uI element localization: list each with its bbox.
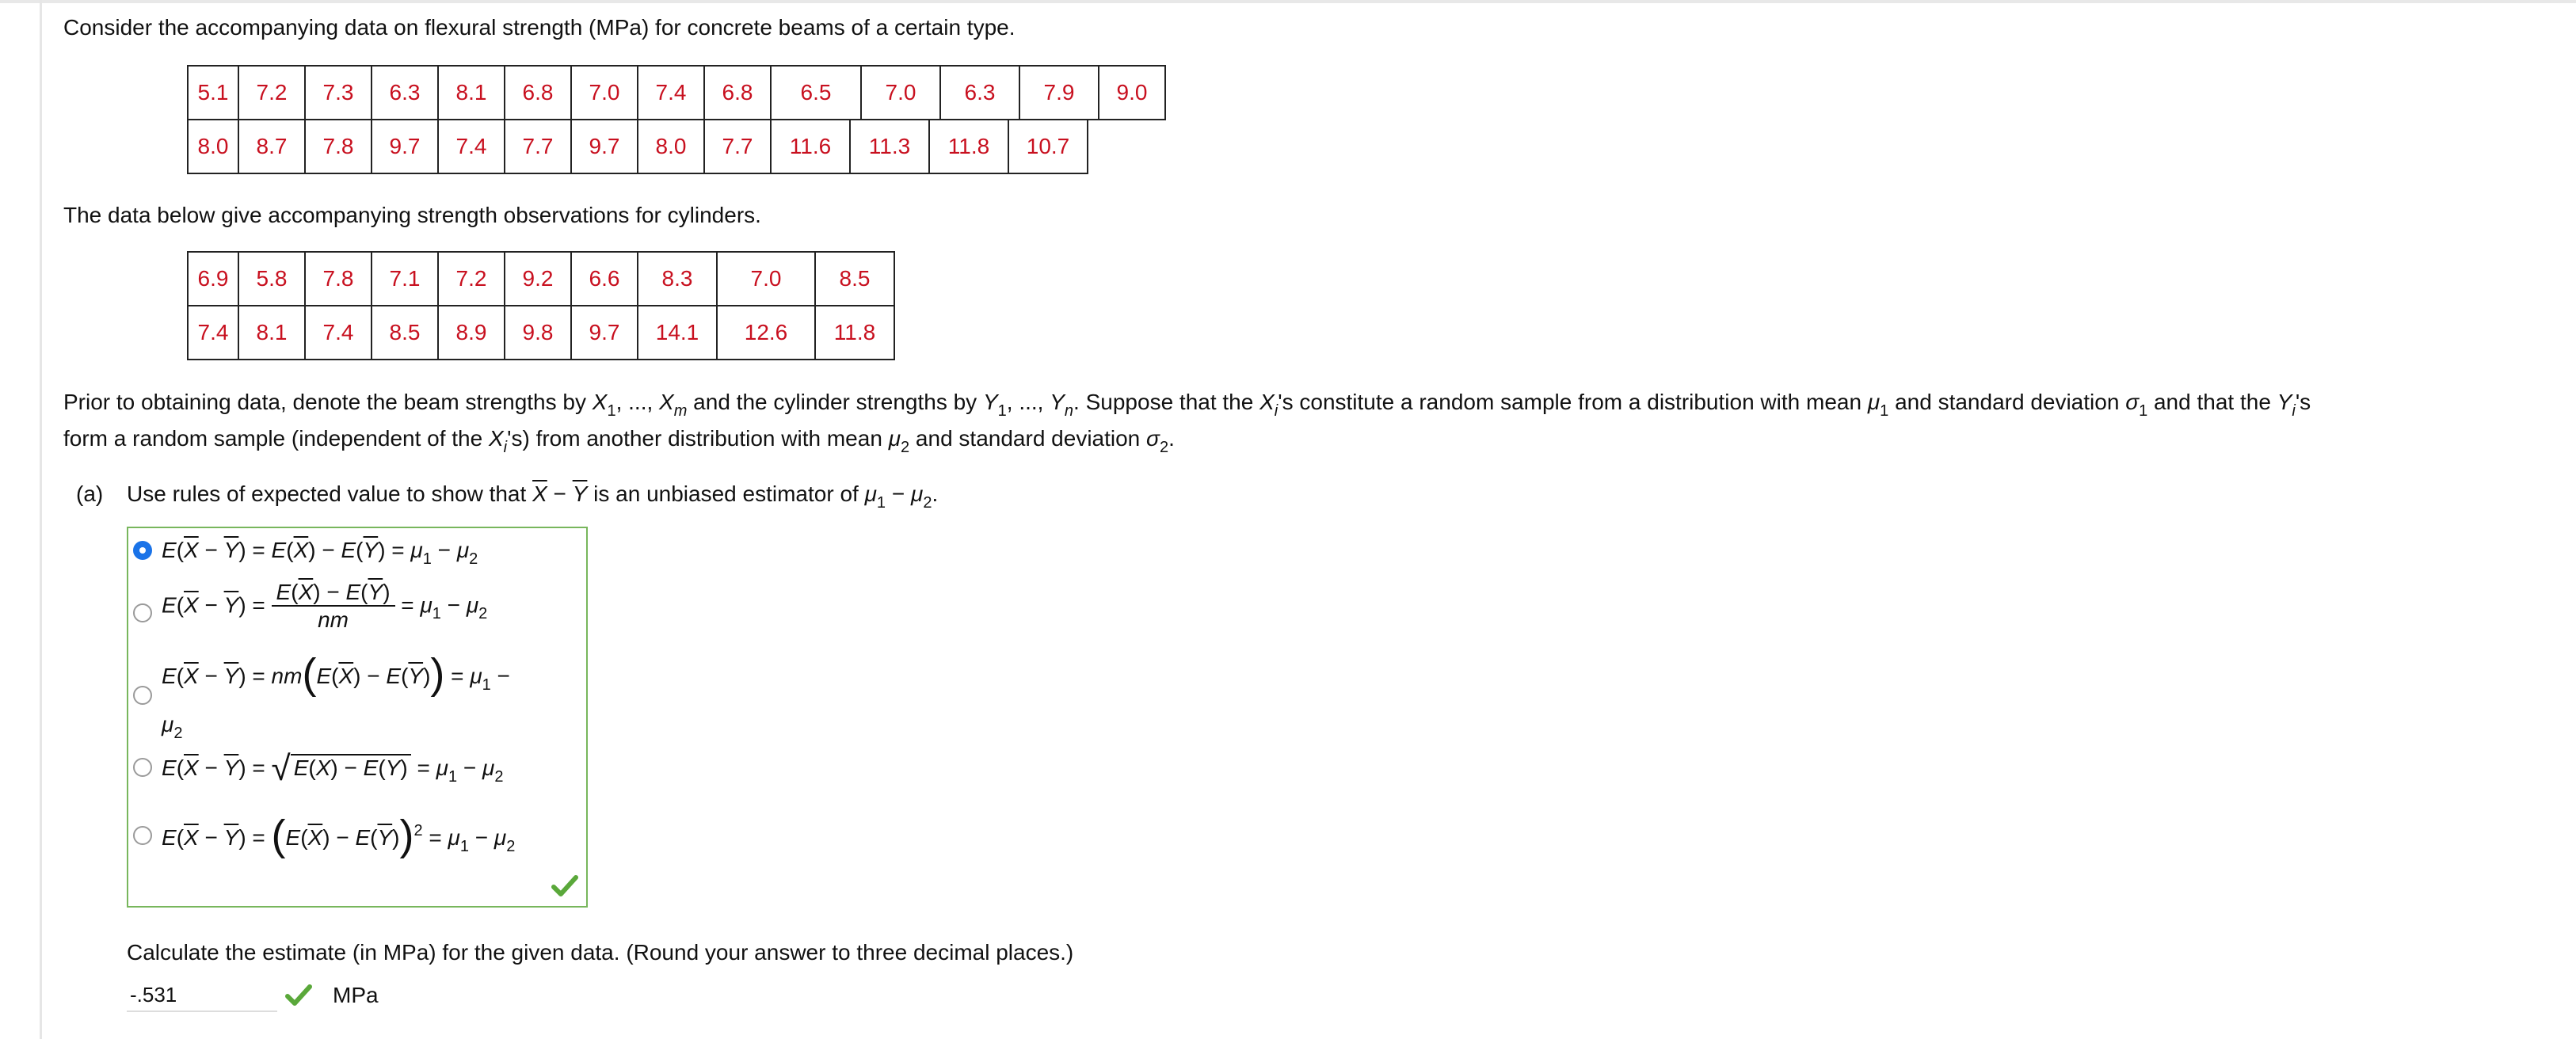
data-cell: 7.0 [717,252,815,306]
data-cell: 6.9 [188,252,238,306]
option-3-formula-line1[interactable]: $E(\overline{X} - \overline{Y}) = nm(E(\overline{X}) - E(\overline{Y})) = \mu_1$ − [162,650,510,698]
data-cell: 8.7 [238,120,305,173]
cylinder-data-row1 [187,251,895,306]
answer-unit: MPa [333,983,379,1007]
data-cell: 8.9 [438,306,505,360]
data-cell: 11.3 [850,120,929,173]
data-cell: 5.1 [188,66,238,120]
data-cell: 7.4 [305,306,372,360]
data-cell: 11.6 [771,120,850,173]
cylinder-data-row2 [187,305,895,360]
option-3-formula-line2[interactable]: $\mu_2$ [162,712,183,742]
data-cell: 7.8 [305,252,372,306]
data-cell: 14.1 [638,306,717,360]
data-cell: 8.5 [815,252,894,306]
data-cell: 11.8 [815,306,894,360]
left-border [40,0,42,1039]
data-cell: 7.0 [861,66,940,120]
data-cell: 7.4 [638,66,704,120]
data-cell: 8.1 [238,306,305,360]
data-cell: 6.8 [704,66,771,120]
data-cell: 7.7 [505,120,571,173]
option-4-formula[interactable]: $E(\overline{X} - \overline{Y})$ = √ $E(\overline{X}) - E(\overline{Y}) = \mu_1 - \mu_2$ [162,749,504,788]
data-cell: 6.5 [771,66,861,120]
data-cell: 6.8 [505,66,571,120]
option-1-radio[interactable] [133,541,152,560]
option-4-radio[interactable] [133,758,152,777]
option-2-formula[interactable]: $E(\overline{X} - \overline{Y})$ = $\frac{E(\overline{X}) - E(\overline{Y})}{nm}$ = $\mu_1 - \mu_2$ [162,580,488,632]
option-5-radio[interactable] [133,826,152,845]
data-cell: 6.3 [372,66,438,120]
data-cell: 11.8 [929,120,1008,173]
data-cell: 7.9 [1019,66,1099,120]
answer-input[interactable] [127,979,277,1012]
data-cell: 8.1 [438,66,505,120]
prior-paragraph-line1: Prior to obtaining data, denote the beam strengths by $X_1$, ..., $X_m$ and the cylinder strengths by $Y_1$, ..., $Y_n$. Suppose that the $X_i's$ constitute a random sample from a distribution with mean $\mu_1$ and standard deviation $\sigma_1$ and that the $Y_i's$ [63,390,2311,420]
cylinder-intro-text: The data below give accompanying strength observations for cylinders. [63,203,761,227]
data-cell: 10.7 [1008,120,1088,173]
intro-text: Consider the accompanying data on flexural strength (MPa) for concrete beams of a certain type. [63,15,1016,40]
data-cell: 8.5 [372,306,438,360]
check-icon [551,873,578,900]
data-cell: 7.2 [238,66,305,120]
data-cell: 5.8 [238,252,305,306]
data-cell: 7.4 [188,306,238,360]
data-cell: 6.3 [940,66,1019,120]
data-cell: 9.8 [505,306,571,360]
data-cell: 7.8 [305,120,372,173]
part-a-question: Use rules of expected value to show that $\overline{X} - \overline{Y}$ is an unbiased estimator of $\mu_1 - \mu_2$. [127,481,939,512]
calc-prompt: Calculate the estimate (in MPa) for the given data. (Round your answer to three decimal places.) [127,940,1074,965]
check-icon [285,982,312,1009]
data-cell: 8.0 [188,120,238,173]
data-cell: 9.2 [505,252,571,306]
beam-data-row1 [187,65,1166,120]
top-border [0,0,2576,3]
option-2-radio[interactable] [133,603,152,622]
data-cell: 7.2 [438,252,505,306]
data-cell: 7.1 [372,252,438,306]
data-cell: 7.3 [305,66,372,120]
beam-data-row2 [187,119,1088,174]
data-cell: 7.7 [704,120,771,173]
data-cell: 9.0 [1099,66,1165,120]
data-cell: 12.6 [717,306,815,360]
option-1-formula[interactable]: $E(\overline{X} - \overline{Y}) = E(\overline{X}) - E(\overline{Y}) = \mu_1 - \mu_2$ [162,538,478,568]
data-cell: 7.4 [438,120,505,173]
prior-paragraph-line2: form a random sample (independent of the $X_i's$) from another distribution with mean $\mu_2$ and standard deviation $\sigma_2$. [63,426,1175,456]
data-cell: 9.7 [571,306,638,360]
data-cell: 8.0 [638,120,704,173]
data-cell: 6.6 [571,252,638,306]
data-cell: 8.3 [638,252,717,306]
option-5-formula[interactable]: $E(\overline{X} - \overline{Y}) = (E(\overline{X}) - E(\overline{Y}))^2 = \mu_1 - \mu_2$ [162,812,516,859]
data-cell: 7.0 [571,66,638,120]
data-cell: 9.7 [372,120,438,173]
data-cell: 9.7 [571,120,638,173]
option-3-radio[interactable] [133,686,152,705]
part-a-label: (a) [76,481,104,506]
